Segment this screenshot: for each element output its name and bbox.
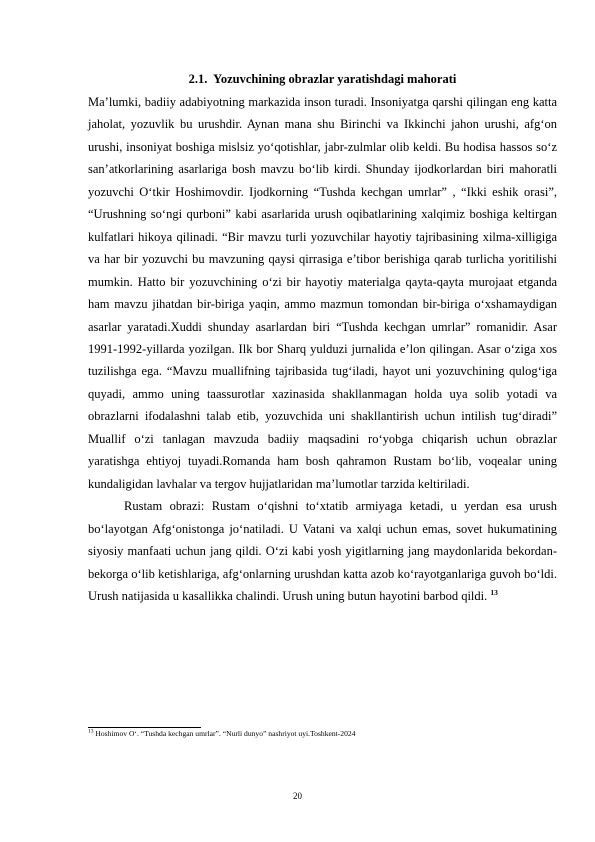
- footnote: [88, 729, 558, 739]
- paragraph-2: [88, 495, 557, 607]
- footnote-text: Hoshimov O‘. “Tushda kechgan umrlar”. “Nurli dunyo” nashriyot uyi.Toshkent-2024: [95, 729, 356, 738]
- section-title: Yozuvchining obrazlar yaratishdagi mahorati: [213, 72, 457, 86]
- footnote-divider: [88, 727, 201, 728]
- page-number: 20: [293, 791, 302, 801]
- section-number: 2.1.: [188, 72, 208, 86]
- footnote-number: 13: [88, 728, 94, 735]
- paragraph-2-text: Rustam obrazi: Rustam o‘qishni to‘xtatib armiyaga ketadi, u yerdan esa urush bo‘layotgan Afg‘onistonga jo‘natiladi. U Vatani va xalqi uchun emas, sovet hukumatining siyosiy manfaati uchun jang qildi. O‘zi kabi yosh yigitlarning jang maydonlarida bekordan-bekorga o‘lib ketishlariga, afg‘onlarning urushdan katta azob ko‘rayotganlariga guvoh bo‘ldi. Urush natijasida u kasallikka chalindi. Urush uning butun hayotini barbod qildi.: [88, 499, 557, 603]
- body-text: [88, 91, 557, 607]
- footnote-reference[interactable]: 13: [490, 587, 498, 597]
- section-heading: [88, 70, 557, 88]
- paragraph-1: Ma’lumki, badiiy adabiyotning markazida inson turadi. Insoniyatga qarshi qilingan eng katta jaholat, yozuvlik bu urushdir. Aynan mana shu Birinchi va Ikkinchi jahon urushi, afg‘on urushi, insoniyat boshiga mislsiz yo‘qotishlar, jabr-zulmlar olib keldi. Bu hodisa hassos so‘z san’atkorlarining asarlariga bosh mavzu bo‘lib kirdi. Shunday ijodkorlardan biri mahoratli yozuvchi O‘tkir Hoshimovdir. Ijodkorning “Tushda kechgan umrlar” , “Ikki eshik orasi”, “Urushning so‘ngi qurboni” kabi asarlarida urush oqibatlarining xalqimiz boshiga keltirgan kulfatlari hikoya qilinadi. “Bir mavzu turli yozuvchilar hayotiy tajribasining xilma-xilligiga va har bir yozuvchi bu mavzuning qaysi qirrasiga e’tibor berishiga qarab turlicha yoritilishi mumkin. Hatto bir yozuvchining o‘zi bir hayotiy materialga qayta-qayta murojaat etganda ham mavzu jihatdan bir-biriga yaqin, ammo mazmun tomondan bir-biriga o‘xshamaydigan asarlar yaratadi.Xuddi shunday asarlardan biri “Tushda kechgan umrlar” romanidir. Asar 1991-1992-yillarda yozilgan. Ilk bor Sharq yulduzi jurnalida e’lon qilingan. Asar o‘ziga xos tuzilishga ega. “Mavzu muallifning tajribasida tug‘iladi, hayot uni yozuvchining qulog‘iga quyadi, ammo uning taassurotlar xazinasida shakllanmagan holda uya solib yotadi va obrazlarni ifodalashni talab etib, yozuvchida uni shakllantirish uchun intilish tug‘diradi” Muallif o‘zi tanlagan mavzuda badiiy maqsadini ro‘yobga chiqarish uchun obrazlar yaratishga ehtiyoj tuyadi.Romanda ham bosh qahramon Rustam bo‘lib, voqealar uning kundaligidan lavhalar va tergov hujjatlaridan ma’lumotlar tarzida keltiriladi.: [88, 95, 557, 491]
